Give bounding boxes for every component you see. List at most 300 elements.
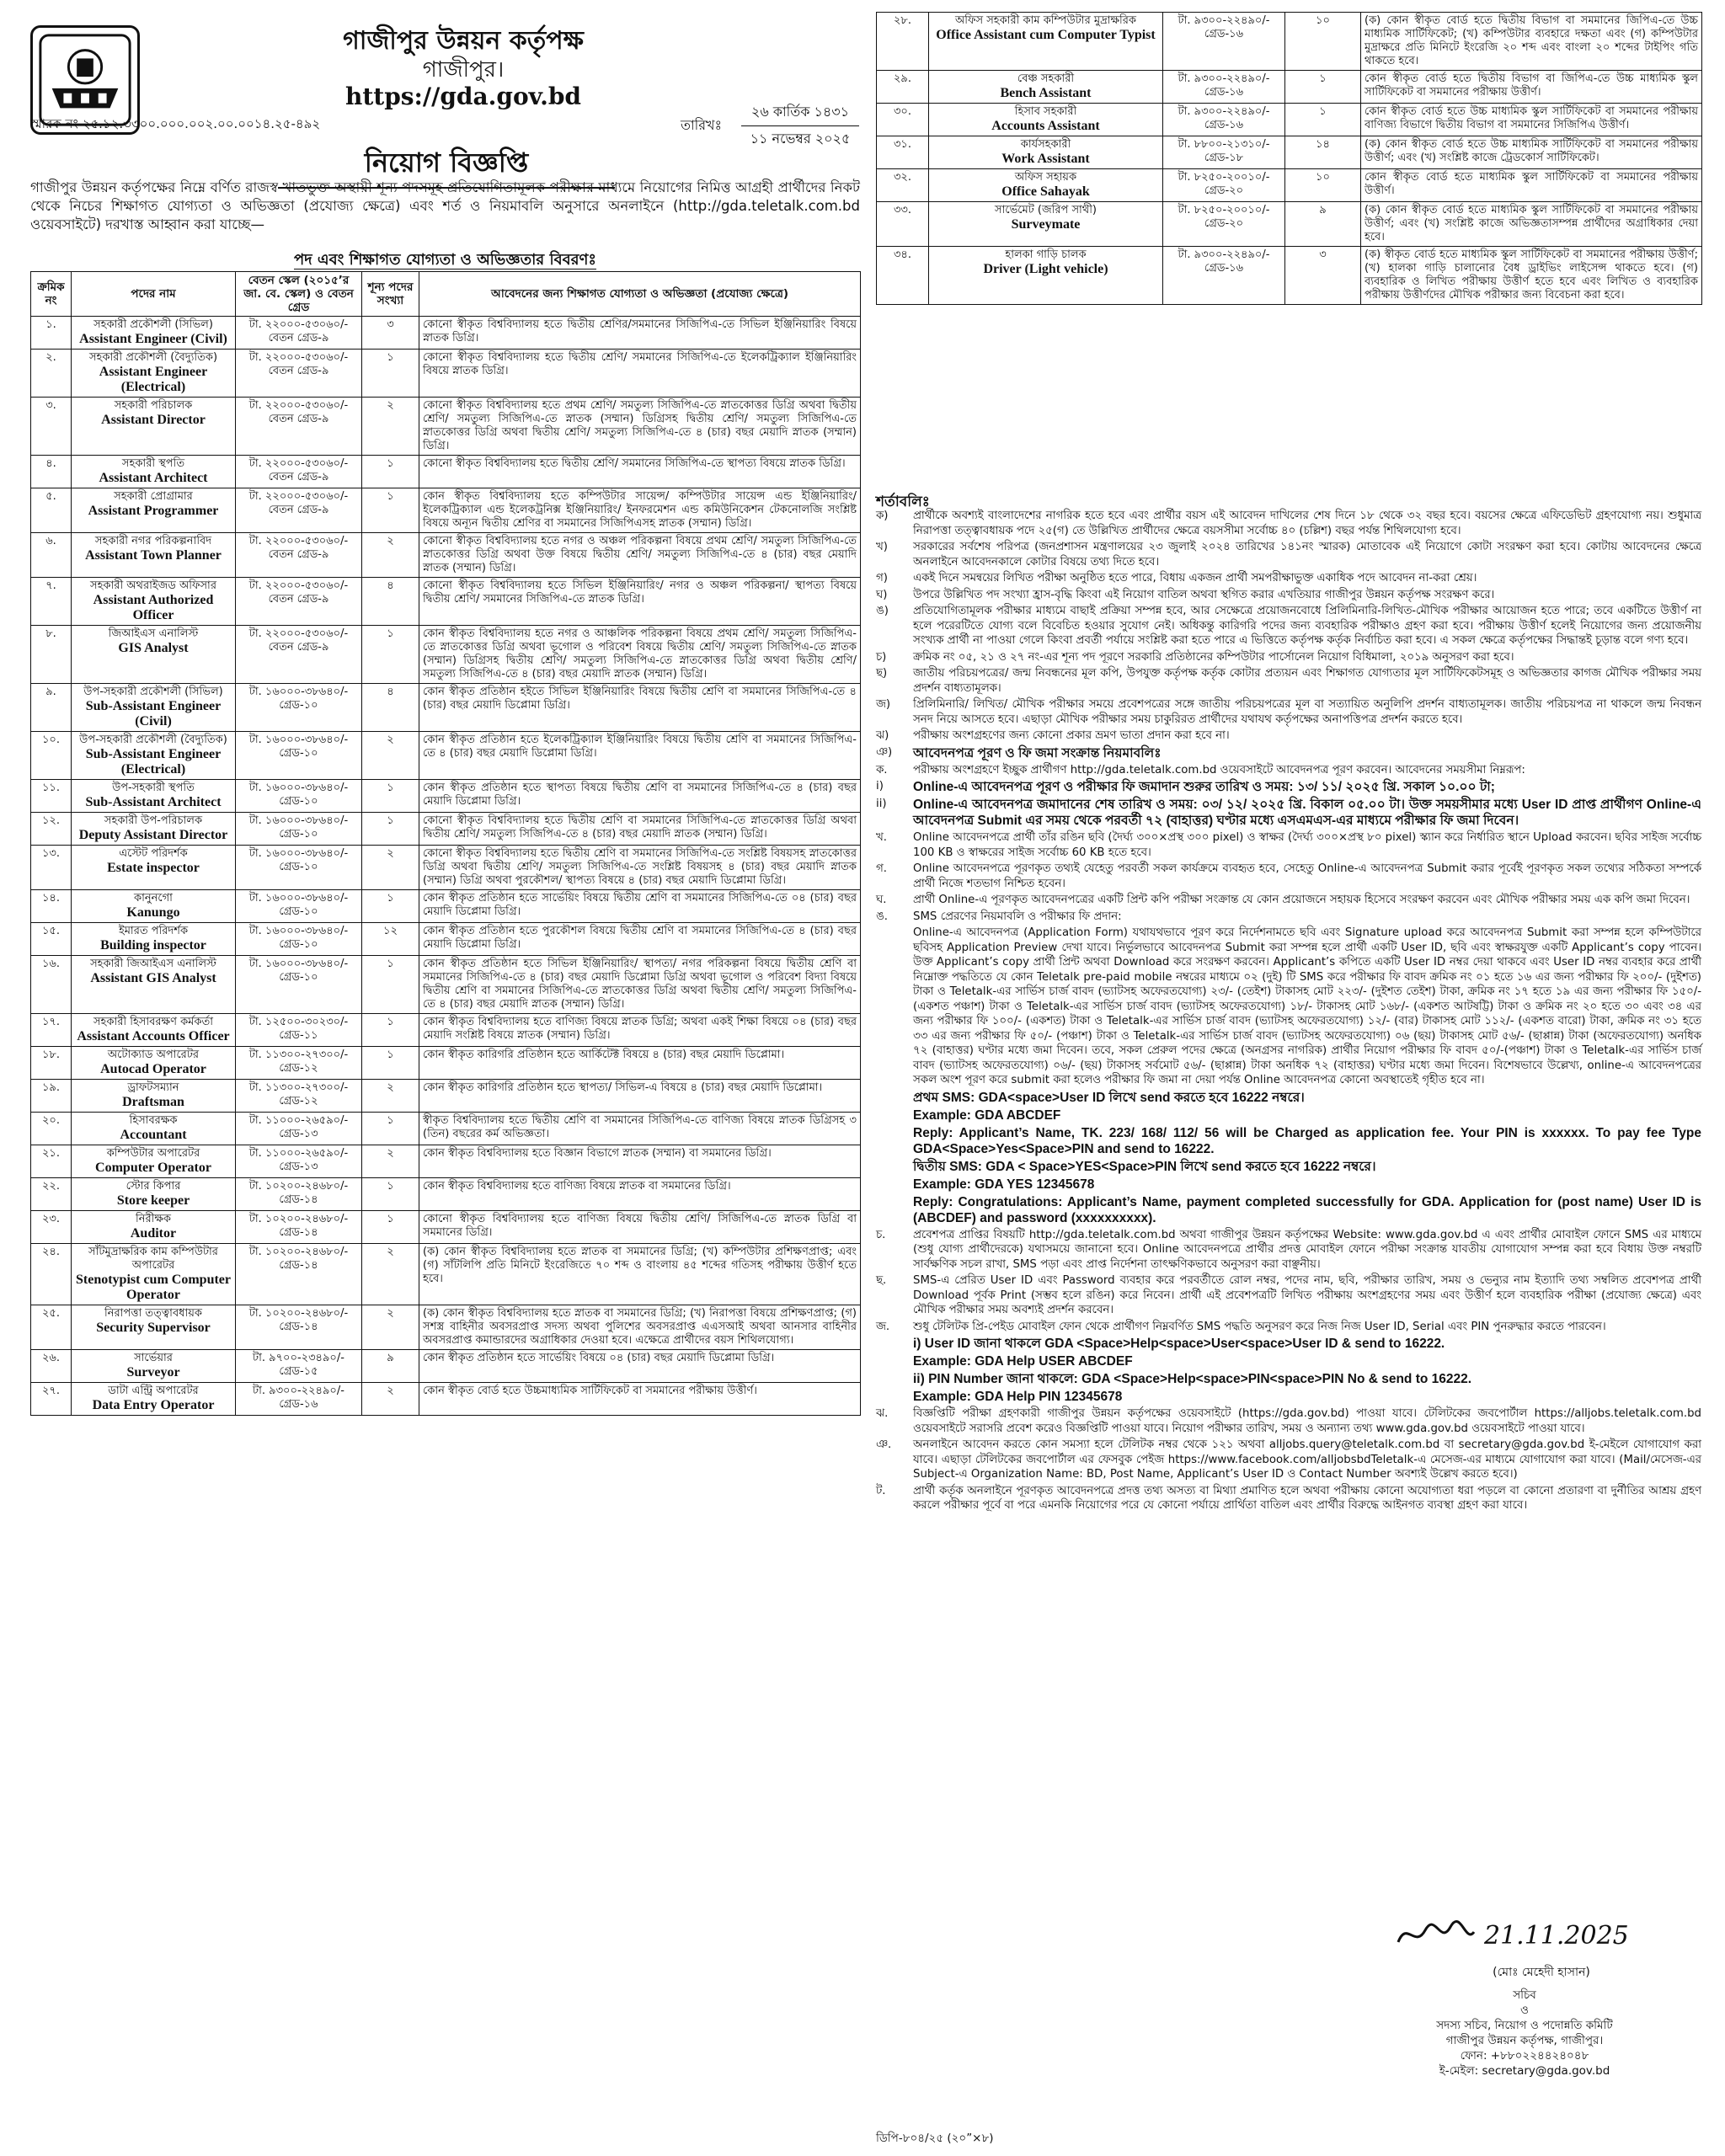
pay-scale-cell [236, 890, 362, 923]
requirements: কোন স্বীকৃত প্রতিষ্ঠান হতে স্থাপত্য বিষয়ে দ্বিতীয় শ্রেণি বা সমমানের সিজিপিএ-তে ৪ (চার) বছর মেয়াদি ডিপ্লোমা ডিগ্রি। [419, 780, 861, 813]
condition-item [876, 1107, 1701, 1123]
requirements: কোন স্বীকৃত বিশ্ববিদ্যালয় হতে বাণিজ্য বিষয়ে স্নাতক বা সমমানের ডিগ্রি। [419, 1178, 861, 1211]
pay-scale: টা. ১০২০০-২৪৬৮০/- [248, 1246, 349, 1258]
post-name-bangla: ইমারত পরিদর্শক [118, 925, 189, 937]
condition-marker: ii) [876, 798, 887, 810]
posts-table-right-body [877, 13, 1702, 305]
requirements: কোনো স্বীকৃত বিশ্ববিদ্যালয় হতে দ্বিতীয় শ্রেণি বা সমমানের সিজিপিএ-তে সংশ্লিষ্ট বিষয়সহ স্নাতকোত্তর ডিগ্রি অথবা দ্বিতীয় শ্রেণি/ সমতুল্য সিজিপিএ-তে সংশ্লিষ্ট বিষয়সহ ৪ (চার) বছর মেয়াদি স্নাতক (সম্মান) ডিগ্রি অথবা পুরকৌশল/ স্থাপত্য বিষয়ে ৪ (চার) বছর মেয়াদি ডিপ্লোমা ডিগ্রি। [419, 846, 861, 890]
table-row [877, 13, 1702, 71]
requirements: কোন স্বীকৃত বিশ্ববিদ্যালয় হতে নগর ও আঞ্চলিক পরিকল্পনা বিষয়ে প্রথম শ্রেণি/ সমতুল্য সিজিপিএ-তে স্নাতকোত্তর ডিগ্রি অথবা ভূগোল ও পরিবেশ বিষয়ে দ্বিতীয় শ্রেণি/ সমতুল্য সিজিপিএ-তে স্নাতক (সম্মান) ডিগ্রিসহ দ্বিতীয় শ্রেণি/ সমতুল্য সিজিপিএ-তে স্নাতকোত্তর ডিগ্রি অথবা দ্বিতীয় শ্রেণি/ সমতুল্য সিজিপিএ-তে ৪ (চার) বছর মেয়াদি স্নাতক (সম্মান) ডিগ্রি। [419, 626, 861, 684]
post-serial: ২. [31, 350, 72, 398]
condition-text: Example: GDA Help PIN 12345678 [913, 1390, 1123, 1404]
vacancy-count: ৯ [362, 1350, 419, 1383]
condition-text: Online-এ আবেদনপত্র জমাদানের শেষ তারিখ ও সময়: ০৩/ ১২/ ২০২৫ খ্রি. বিকাল ০৫.০০ টা। উক্ত সময়সীমার মধ্যে User ID প্রাপ্ত প্রার্থীগণ Online-এ আবেদনপত্র Submit এর সময় থেকে পরবর্তী ৭২ (বাহাত্তর) ঘণ্টার মধ্যে এসএমএস-এর মাধ্যমে পরীক্ষার ফি জমা দিবেন। [913, 798, 1701, 828]
pay-scale-cell [236, 780, 362, 813]
condition-marker [876, 1107, 913, 1123]
condition-item [876, 745, 1701, 761]
post-name-bangla: হিসাবরক্ষক [129, 1114, 178, 1127]
pay-scale-cell [236, 350, 362, 398]
table-row [31, 398, 861, 456]
post-name-cell [72, 684, 236, 732]
pay-scale-cell [236, 956, 362, 1014]
post-name-english: Data Entry Operator [92, 1398, 215, 1412]
post-name-cell [929, 104, 1163, 136]
post-name-english: Assistant Programmer [88, 504, 219, 518]
post-serial: ২৬. [31, 1350, 72, 1383]
post-name-english: Sub-Assistant Architect [85, 795, 222, 809]
condition-marker [876, 1177, 913, 1193]
post-name-english: Surveymate [1011, 217, 1081, 232]
condition-text: SMS-এ প্রেরিত User ID এবং Password ব্যবহার করে পরবর্তীতে রোল নম্বর, পদের নাম, ছবি, পরীক্ষার তারিখ, সময় ও ভেন্যুর নাম ইত্যাদি তথ্য সম্বলিত প্রবেশপত্র প্রার্থী Download পূর্বক Print (সম্ভব হলে রঙিন) করে নিবেন। প্রার্থী এই প্রবেশপত্রটি লিখিত পরীক্ষায় অংশগ্রহণের সময় এবং উত্তীর্ণ হলে ব্যবহারিক পরীক্ষা (প্রযোজ্য ক্ষেত্রে) এবং মৌখিক পরীক্ষার সময় অবশ্যই প্রদর্শন করবেন। [913, 1274, 1701, 1316]
condition-marker: ছ. [876, 1274, 887, 1287]
condition-marker: ঙ. [876, 910, 888, 923]
table-row [877, 169, 1702, 202]
condition-item [876, 604, 1701, 648]
condition-item [876, 1353, 1701, 1369]
condition-text: একই দিনে সমন্বয়ের লিখিত পরীক্ষা অনুষ্ঠিত হতে পারে, বিধায় একজন প্রার্থী সমপরীক্ষাভুক্ত একাধিক পদে আবেদন না-করা শ্রেয়। [913, 572, 1477, 584]
post-name-bangla: কম্পিউটার অপারেটর [106, 1147, 200, 1160]
vacancy-count: ১ [362, 456, 419, 488]
condition-item [876, 728, 1701, 744]
conditions-list [876, 509, 1701, 1515]
table-row [31, 1244, 861, 1305]
post-name-bangla: সহকারী প্রকৌশলী (বৈদ্যুতিক) [88, 351, 218, 364]
condition-marker [876, 926, 913, 1088]
vacancy-count: ৪ [362, 684, 419, 732]
post-name-english: GIS Analyst [118, 641, 189, 655]
post-name-english: Sub-Assistant Engineer (Civil) [85, 699, 222, 728]
pay-scale: টা. ২২০০০-৫৩০৬০/- [248, 457, 349, 470]
post-name-english: Sub-Assistant Engineer (Electrical) [85, 747, 222, 776]
post-name-cell [72, 317, 236, 350]
requirements: কোন স্বীকৃত বোর্ড হতে মাধ্যমিক স্কুল সার্টিফিকেট বা সমমানের পরীক্ষায় উত্তীর্ণ। [1361, 169, 1702, 202]
post-name-cell [72, 813, 236, 846]
pay-scale-cell [236, 578, 362, 626]
pay-scale-cell [236, 1305, 362, 1350]
table-row [31, 317, 861, 350]
post-name-cell [72, 1305, 236, 1350]
post-name-english: Assistant Director [101, 413, 206, 427]
signatory-line2: সদস্য সচিব, নিয়োগ ও পদোন্নতি কমিটি [1436, 2019, 1613, 2032]
org-city: গাজীপুর। [422, 57, 505, 83]
post-name-english: Auditor [130, 1226, 177, 1241]
post-name-bangla: অটোক্যাড অপারেটর [107, 1049, 200, 1061]
date-box [741, 99, 859, 152]
vacancy-count: ১ [362, 780, 419, 813]
pay-scale: টা. ৯৩০০-২২৪৯০/- [1178, 14, 1270, 27]
requirements: কোন স্বীকৃত বিশ্ববিদ্যালয় হতে বাণিজ্য বিষয়ে স্নাতক ডিগ্রি; অথবা একই শিক্ষা বিষয়ে ০৪ (চার) বছর মেয়াদি সংশ্লিষ্ট বিষয়ে স্নাতক (সম্মান) ডিগ্রি। [419, 1014, 861, 1047]
vacancy-count: ১৪ [1285, 136, 1361, 169]
post-serial: ৩১. [877, 136, 929, 169]
vacancy-count: ১ [362, 1113, 419, 1145]
signatory-email[interactable]: ই-মেইল: secretary@gda.gov.bd [1439, 2064, 1610, 2078]
post-name-cell [929, 13, 1163, 71]
header-pay: বেতন স্কেল (২০১৫’র জা. বে. স্কেল) ও বেতন গ্রেড [236, 272, 362, 317]
condition-item [876, 1090, 1701, 1106]
pay-grade: গ্রেড-২০ [1204, 184, 1244, 197]
post-serial: ৩০. [877, 104, 929, 136]
table-row [31, 456, 861, 488]
requirements: (ক) কোন স্বীকৃত বিশ্ববিদ্যালয় হতে স্নাতক বা সমমানের ডিগ্রি; (খ) নিরাপত্তা বিষয়ে প্রশিক্ষণপ্রাপ্ত; (গ) সশস্ত্র বাহিনীর অবসরপ্রাপ্ত সদস্য অথবা পুলিশের অবসরপ্রাপ্ত এএসআই অথবা আনসার বাহিনীর অবসরপ্রাপ্ত কমান্ডারদের অগ্রাধিকার দেওয়া হবে। এক্ষেত্রে প্রার্থীদের বয়স শিথিলযোগ্য। [419, 1305, 861, 1350]
posts-table-right [876, 12, 1702, 305]
post-name-english: Bench Assistant [1000, 86, 1092, 100]
post-serial: ৩২. [877, 169, 929, 202]
table-row [31, 1178, 861, 1211]
vacancy-count: ৯ [1285, 202, 1361, 247]
signatory-details [1348, 1988, 1701, 2079]
posts-table-left-body [31, 317, 861, 1416]
pay-scale-cell [236, 1113, 362, 1145]
condition-marker: ঘ. [876, 894, 887, 906]
vacancy-count: ২ [362, 533, 419, 578]
condition-text: ii) PIN Number জানা থাকলে: GDA <Space>Help<space>PIN<space>PIN No & send to 16222. [913, 1372, 1472, 1386]
post-name-cell [72, 1244, 236, 1305]
header-vacancy: শূন্য পদের সংখ্যা [362, 272, 419, 317]
condition-item [876, 588, 1701, 603]
post-serial: ২১. [31, 1145, 72, 1178]
table-row [31, 684, 861, 732]
post-name-english: Security Supervisor [96, 1321, 211, 1335]
post-serial: ১১. [31, 780, 72, 813]
pay-scale-cell [236, 533, 362, 578]
pay-scale: টা. ১৬০০০-৩৮৬৪০/- [248, 958, 349, 970]
condition-text: Online-এ আবেদনপত্র পূরণ ও পরীক্ষার ফি জমাদান শুরুর তারিখ ও সময়: ১৩/ ১১/ ২০২৫ খ্রি. সকাল ১০.০০ টা; [913, 780, 1495, 794]
table-row [31, 1047, 861, 1080]
requirements: (ক) স্বীকৃত বোর্ড হতে মাধ্যমিক স্কুল সার্টিফিকেট বা সমমানের পরীক্ষায় উত্তীর্ণ; (খ) হালকা গাড়ি চালানোর বৈধ ড্রাইভিং লাইসেন্স থাকতে হবে। (গ) ব্যবহারিক ও লিখিত পরীক্ষায় উত্তীর্ণ হতে হবে এবং লিখিত ও ব্যবহারিক পরীক্ষায় উত্তীর্ণদের মৌখিক পরীক্ষার জন্য বিবেচনা করা হবে। [1361, 247, 1702, 305]
post-name-bangla: নিরীক্ষক [136, 1213, 171, 1225]
condition-text: পরীক্ষায় অংশগ্রহণে ইচ্ছুক প্রার্থীগণ http://gda.teletalk.com.bd ওয়েবসাইটে আবেদনপত্র পূরণ করবেন। আবেদনের সময়সীমা নিম্নরূপ: [913, 763, 1525, 776]
vacancy-count: ১ [362, 1014, 419, 1047]
signatory-name: (মোঃ মেহেদী হাসান) [1493, 1966, 1590, 1979]
pay-grade: গ্রেড-১৪ [279, 1193, 318, 1206]
signatory-line1: ও [1520, 2004, 1529, 2017]
post-name-english: Assistant Engineer (Electrical) [99, 365, 208, 394]
pay-grade: বেতন গ্রেড-৯ [268, 365, 329, 377]
table-row [31, 1145, 861, 1178]
condition-item [876, 1389, 1701, 1405]
pay-scale-cell [236, 1145, 362, 1178]
post-name-english: Accountant [120, 1128, 187, 1142]
pay-scale-cell [1163, 169, 1285, 202]
post-name-bangla: সার্ভেয়ার [134, 1352, 173, 1364]
table-subheading [30, 248, 860, 274]
pay-scale-cell [1163, 247, 1285, 305]
requirements: কোনো স্বীকৃত বিশ্ববিদ্যালয় হতে দ্বিতীয় শ্রেণি বা সমমানের সিজিপিএ-তে স্নাতকোত্তর ডিগ্রি অথবা দ্বিতীয় শ্রেণি/ সমতুল্য সিজিপিএ-তে ৪ (চার) বছর মেয়াদি স্নাতক (সম্মান) ডিগ্রি। [419, 813, 861, 846]
condition-text: প্রবেশপত্র প্রাপ্তির বিষয়টি http://gda.teletalk.com.bd অথবা গাজীপুর উন্নয়ন কর্তৃপক্ষের Website: www.gda.gov.bd এ এবং প্রার্থীর মোবাইল ফোনে SMS এর মাধ্যমে (শুধু যোগ্য প্রার্থীদেরকে) যথাসময়ে জানানো হবে। Online আবেদনপত্রে প্রার্থীর প্রদত্ত মোবাইল ফোনে পরীক্ষা সংক্রান্ত যাবতীয় যোগাযোগ সম্পন্ন করা হবে বিধায় উক্ত নম্বরটি সার্বক্ষণিক সচল রাখা, SMS পড়া এবং প্রাপ্ত নির্দেশনা তাৎক্ষণিকভাবে অনুসরণ করা বাঞ্ছনীয়। [913, 1228, 1701, 1271]
pay-grade: বেতন গ্রেড-৯ [268, 413, 329, 425]
pay-scale-cell [236, 684, 362, 732]
vacancy-count: ১০ [1285, 13, 1361, 71]
post-name-bangla: সহকারী হিসাবরক্ষণ কর্মকর্তা [93, 1016, 214, 1028]
table-row [31, 732, 861, 780]
pay-grade: গ্রেড-১৪ [279, 1226, 318, 1239]
pay-grade: গ্রেড-১০ [279, 747, 318, 760]
vacancy-count: ২ [362, 1244, 419, 1305]
post-serial: ২৮. [877, 13, 929, 71]
post-name-cell [72, 1211, 236, 1244]
post-serial: ১০. [31, 732, 72, 780]
pay-scale: টা. ২২০০০-৫৩০৬০/- [248, 535, 349, 547]
signatory-phone: ফোন: +৮৮০২২৪৪২৪০৪৮ [1460, 2049, 1589, 2063]
pay-scale-cell [236, 923, 362, 956]
condition-text: আবেদনপত্র পূরণ ও ফি জমা সংক্রান্ত নিয়মাবলিঃ [913, 745, 1162, 760]
pay-scale-cell [236, 1047, 362, 1080]
pay-scale-cell [1163, 104, 1285, 136]
vacancy-count: ৪ [362, 578, 419, 626]
condition-marker: ঙ) [876, 605, 889, 617]
condition-text: Example: GDA YES 12345678 [913, 1177, 1095, 1192]
pay-scale: টা. ৮৮০০-২১৩১০/- [1178, 138, 1270, 151]
condition-item [876, 1438, 1701, 1482]
post-name-cell [72, 1178, 236, 1211]
vacancy-count: ১ [362, 626, 419, 684]
vacancy-count: ১ [362, 890, 419, 923]
org-website[interactable]: https://gda.gov.bd [344, 83, 581, 110]
post-serial: ১. [31, 317, 72, 350]
condition-item [876, 862, 1701, 891]
post-name-bangla: নিরাপত্তা তত্ত্বাবধায়ক [104, 1307, 202, 1320]
requirements: কোন স্বীকৃত বিশ্ববিদ্যালয় হতে কম্পিউটার সায়েন্স/ কম্পিউটার সায়েন্স এন্ড ইঞ্জিনিয়ারিং/ ইলেকট্রিক্যাল এন্ড ইলেকট্রনিক্স ইঞ্জিনিয়ারিং/ ইনফরমেশন এন্ড কমিউনিকেশন টেকনোলজি সংশ্লিষ্ট বিষয়ে অন্যূন দ্বিতীয় শ্রেণির বা সমমানের সিজিপিএসহ স্নাতক (সম্মান) ডিগ্রি। [419, 488, 861, 533]
post-name-cell [929, 202, 1163, 247]
post-name-cell [72, 1080, 236, 1113]
post-name-bangla: হালকা গাড়ি চালক [1005, 248, 1087, 261]
post-name-bangla: সাঁটমুদ্রাক্ষরিক কাম কম্পিউটার অপারেটর [88, 1246, 218, 1272]
post-name-bangla: সহকারী পরিচালক [114, 399, 193, 412]
post-name-bangla: ড্রাফটসম্যান [127, 1081, 179, 1094]
pay-scale-cell [236, 1014, 362, 1047]
post-name-cell [72, 456, 236, 488]
conditions-title: শর্তাবলিঃ [876, 494, 930, 510]
vacancy-count: ২ [362, 1145, 419, 1178]
pay-grade: গ্রেড-১৪ [279, 1259, 318, 1272]
post-serial: ৩৪. [877, 247, 929, 305]
pay-grade: গ্রেড-১০ [279, 938, 318, 951]
post-name-english: Accounts Assistant [991, 119, 1100, 133]
requirements: কোন স্বীকৃত বিশ্ববিদ্যালয় হতে বিজ্ঞান বিভাগে স্নাতক (সম্মান) বা সমমানের ডিগ্রি। [419, 1145, 861, 1178]
condition-text: Online আবেদনপত্রে পূরণকৃত তথ্যই যেহেতু পরবর্তী সকল কার্যক্রমে ব্যবহৃত হবে, সেহেতু Online-এ আবেদনপত্র Submit করার পূর্বেই পূরণকৃত সকল তথ্যের সঠিকতা সম্পর্কে প্রার্থী নিজে শতভাগ নিশ্চিত হবেন। [913, 862, 1701, 890]
pay-grade: গ্রেড-১০ [279, 795, 318, 808]
condition-item [876, 893, 1701, 908]
pay-scale: টা. ১০২০০-২৪৬৮০/- [248, 1213, 349, 1225]
pay-scale-cell [236, 1244, 362, 1305]
table-header-row [31, 272, 861, 317]
post-serial: ২২. [31, 1178, 72, 1211]
requirements: কোন স্বীকৃত কারিগরি প্রতিষ্ঠান হতে স্থাপত্য/ সিভিল-এ বিষয়ে ৪ (চার) বছর মেয়াদি ডিপ্লোমা। [419, 1080, 861, 1113]
condition-marker: গ. [876, 862, 887, 875]
post-name-english: Estate inspector [107, 861, 200, 875]
requirements: কোন স্বীকৃত বোর্ড হতে উচ্চমাধ্যমিক সার্টিফিকেট বা সমমানের পরীক্ষায় উত্তীর্ণ। [419, 1383, 861, 1416]
requirements: কোনো স্বীকৃত বিশ্ববিদ্যালয় হতে দ্বিতীয় শ্রেণির/সমমানের সিজিপিএ-তে সিভিল ইঞ্জিনিয়ারিং বিষয়ে স্নাতক ডিগ্রি। [419, 317, 861, 350]
post-serial: ৯. [31, 684, 72, 732]
pay-scale-cell [1163, 136, 1285, 169]
requirements: কোন স্বীকৃত কারিগরি প্রতিষ্ঠান হতে আর্কিটেক্ট বিষয়ে ৪ (চার) বছর মেয়াদি ডিপ্লোমা। [419, 1047, 861, 1080]
date-bangla: ২৬ কার্তিক ১৪৩১ [750, 104, 850, 120]
signature-image [1390, 1912, 1693, 1954]
pay-scale: টা. ৯৩০০-২২৪৯০/- [253, 1385, 344, 1397]
post-name-english: Kanungo [126, 905, 180, 920]
table-row [877, 247, 1702, 305]
requirements: (ক) কোন স্বীকৃত বোর্ড হতে মাধ্যমিক স্কুল সার্টিফিকেট বা সমমানের পরীক্ষায় উত্তীর্ণ; এবং (খ) সংশ্লিষ্ট কাজে অভিজ্ঞতাসম্পন্ন প্রার্থীদের অগ্রাধিকার দেয়া হবে। [1361, 202, 1702, 247]
vacancy-count: ১২ [362, 923, 419, 956]
post-name-bangla: সহকারী উপ-পরিচালক [104, 814, 203, 827]
pay-scale: টা. ১৬০০০-৩৮৬৪০/- [248, 734, 349, 746]
condition-marker: ঝ. [876, 1407, 889, 1420]
condition-item [876, 1273, 1701, 1318]
condition-marker: জ) [876, 698, 891, 711]
condition-marker [876, 1159, 913, 1175]
pay-scale: টা. ১১৩০০-২৭৩০০/- [248, 1081, 349, 1094]
pay-scale: টা. ১১০০০-২৬৫৯০/- [248, 1114, 349, 1127]
post-name-bangla: স্টোর কিপার [126, 1180, 181, 1193]
post-name-cell [929, 136, 1163, 169]
post-name-bangla: এস্টেট পরিদর্শক [119, 847, 188, 860]
condition-marker: ঝ) [876, 729, 889, 742]
post-name-cell [72, 398, 236, 456]
pay-grade: গ্রেড-১৬ [279, 1398, 318, 1411]
condition-marker: ঘ) [876, 588, 888, 601]
post-name-bangla: কার্যসহকারী [1020, 138, 1071, 151]
post-name-english: Office Sahayak [1001, 184, 1090, 199]
post-name-english: Stenotypist cum Computer Operator [76, 1273, 231, 1302]
post-name-cell [72, 780, 236, 813]
post-name-bangla: উপ-সহকারী স্থপতি [112, 782, 195, 794]
condition-text: উপরে উল্লিখিত পদ সংখ্যা হ্রাস-বৃদ্ধি কিংবা এই নিয়োগ বাতিল অথবা স্থগিত করার এখতিয়ার গাজীপুর উন্নয়ন কর্তৃপক্ষ সংরক্ষণ করে। [913, 588, 1495, 601]
post-name-cell [72, 1145, 236, 1178]
table-row [31, 488, 861, 533]
condition-item [876, 1371, 1701, 1387]
table-row [31, 533, 861, 578]
pay-grade: গ্রেড-১৪ [279, 1321, 318, 1333]
memo-number: স্মারক নং ২৫.১২.৩৩০০.০০০.০০২.০০.০০১৪.২৫-৪৯২ [30, 116, 321, 131]
requirements: কোন স্বীকৃত প্রতিষ্ঠান হতে সিভিল ইঞ্জিনিয়ারিং/ স্থাপত্য/ নগর পরিকল্পনা বিষয়ে দ্বিতীয় শ্রেণি বা সমমানের সিজিপিএ-তে ৪ (চার) বছর মেয়াদি ডিপ্লোমা ডিগ্রি অথবা ভূগোল ও পরিবেশ বিদ্যা বিষয়ে দ্বিতীয় শ্রেণি বা সমমানের সিজিপিএ-তে স্নাতকোত্তর ডিগ্রি অথবা দ্বিতীয় শ্রেণি/ সমতুল্য সিজিপিএ-তে ৪ (চার) বছর মেয়াদি স্নাতক (সম্মান) ডিগ্রি। [419, 956, 861, 1014]
pay-scale: টা. ২২০০০-৫৩০৬০/- [248, 627, 349, 640]
condition-text: বিজ্ঞপ্তিটি পরীক্ষা গ্রহণকারী গাজীপুর উন্নয়ন কর্তৃপক্ষের ওয়েবসাইটে (https://gda.gov.bd) পাওয়া যাবে। টেলিটকের জবপোর্টাল https://alljobs.teletalk.com.bd ওয়েবসাইটে সরাসরি প্রবেশ করেও বিজ্ঞপ্তিটি পাওয়া যাবে। নিয়োগ পরীক্ষার তারিখ, সময় ও অন্যান্য তথ্য www.gda.gov.bd ওয়েবসাইটে পাওয়া যাবে। [913, 1407, 1701, 1435]
post-name-english: Building inspector [100, 938, 206, 953]
post-serial: ২৯. [877, 71, 929, 104]
post-name-english: Deputy Assistant Director [78, 828, 228, 842]
post-serial: ৮. [31, 626, 72, 684]
post-name-cell [72, 1014, 236, 1047]
condition-text: ক্রমিক নং ০৫, ২১ ও ২৭ নং-এর শূন্য পদ পূরণে সরকারি প্রতিষ্ঠানের কম্পিউটার পার্সোনেল নিয়োগ বিধিমালা, ২০১৯ অনুসরণ করা হবে। [913, 650, 1514, 664]
table-row [877, 71, 1702, 104]
condition-marker: ক) [876, 510, 889, 522]
condition-marker: ট. [876, 1484, 886, 1497]
post-serial: ৬. [31, 533, 72, 578]
post-name-english: Work Assistant [1001, 152, 1090, 166]
intro-paragraph: গাজীপুর উন্নয়ন কর্তৃপক্ষের নিম্নে বর্ণিত রাজস্ব খাতভুক্ত অস্থায়ী শূন্য পদসমূহ প্রতিযোগিতামূলক পরীক্ষার মাধ্যমে নিয়োগের নিমিত্ত আগ্রহী প্রার্থীদের নিকট থেকে নিচের শিক্ষাগত যোগ্যতা ও অভিজ্ঞতা (প্রযোজ্য ক্ষেত্রে) এবং শর্ত ও নিয়মাবলি অনুসারে অনলাইনে (http://gda.teletalk.com.bd ওয়েবসাইটে) দরখাস্ত আহ্বান করা যাচ্ছে— [30, 179, 860, 232]
post-serial: ১৪. [31, 890, 72, 923]
notice-title: নিয়োগ বিজ্ঞপ্তি [278, 141, 615, 189]
post-serial: ১৩. [31, 846, 72, 890]
pay-scale: টা. ১২৫০০-৩০২৩০/- [248, 1016, 349, 1028]
requirements: কোন স্বীকৃত প্রতিষ্ঠান হতে সার্ভেয়িং বিষয়ে দ্বিতীয় শ্রেণি বা সমমানের সিজিপিএ-তে ০৪ (চার) বছর মেয়াদি ডিপ্লোমা ডিগ্রি। [419, 890, 861, 923]
condition-item [876, 1228, 1701, 1273]
pay-scale-cell [236, 732, 362, 780]
post-name-bangla: সহকারী প্রকৌশলী (সিভিল) [93, 318, 213, 331]
pay-grade: গ্রেড-১২ [279, 1095, 318, 1107]
condition-item [876, 1159, 1701, 1175]
pay-scale: টা. ৮২৫০-২০০১০/- [1178, 171, 1270, 184]
table-row [31, 923, 861, 956]
vacancy-count: ৩ [1285, 247, 1361, 305]
vacancy-count: ১ [362, 1178, 419, 1211]
condition-item [876, 1177, 1701, 1193]
table-row [31, 890, 861, 923]
table-row [31, 626, 861, 684]
vacancy-count: ৩ [362, 317, 419, 350]
pay-scale-cell [236, 317, 362, 350]
requirements: কোন স্বীকৃত বোর্ড হতে উচ্চ মাধ্যমিক স্কুল সার্টিফিকেট বা সমমানের পরীক্ষায় বাণিজ্য বিভাগে দ্বিতীয় বিভাগ বা সমমানের সিজিপিএ উত্তীর্ণ। [1361, 104, 1702, 136]
condition-marker: গ) [876, 572, 888, 584]
table-row [31, 1383, 861, 1416]
pay-grade: বেতন গ্রেড-৯ [268, 332, 329, 344]
table-row [31, 1305, 861, 1350]
pay-grade: গ্রেড-১৬ [1204, 28, 1244, 40]
post-name-bangla: উপ-সহকারী প্রকৌশলী (সিভিল) [83, 686, 223, 698]
post-serial: ২৫. [31, 1305, 72, 1350]
posts-table-left [30, 271, 861, 1416]
pay-grade: গ্রেড-১৫ [279, 1365, 318, 1378]
condition-marker [876, 1371, 913, 1387]
pay-scale-cell [236, 456, 362, 488]
condition-text: Reply: Congratulations: Applicant’s Name, payment completed successfully for GDA. Application for (post name) User ID is (ABCDEF) and password (xxxxxxxxxx). [913, 1194, 1701, 1225]
pay-scale-cell [236, 1350, 362, 1383]
post-name-cell [72, 488, 236, 533]
condition-item [876, 1484, 1701, 1513]
pay-scale: টা. ১০২০০-২৪৬৮০/- [248, 1180, 349, 1193]
requirements: কোন স্বীকৃত প্রতিষ্ঠান হতে পুরকৌশল বিষয়ে দ্বিতীয় শ্রেণি বা সমমানের সিজিপিএ-তে ৪ (চার) বছর মেয়াদি ডিপ্লোমা ডিগ্রি। [419, 923, 861, 956]
condition-marker: চ) [876, 650, 887, 664]
post-name-bangla: জিআইএস এনালিস্ট [108, 627, 199, 640]
pay-scale: টা. ৯৩০০-২২৪৯০/- [1178, 105, 1270, 118]
condition-item [876, 1336, 1701, 1352]
condition-marker: খ) [876, 541, 888, 553]
pay-scale-cell [1163, 13, 1285, 71]
requirements: কোন স্বীকৃত বোর্ড হতে দ্বিতীয় বিভাগ বা জিপিএ-তে উচ্চ মাধ্যমিক স্কুল সার্টিফিকেট বা সমমানের পরীক্ষায় উত্তীর্ণ। [1361, 71, 1702, 104]
condition-marker [876, 1353, 913, 1369]
condition-item [876, 509, 1701, 538]
table-row [31, 350, 861, 398]
pay-scale: টা. ২২০০০-৫৩০৬০/- [248, 399, 349, 412]
condition-marker: খ. [876, 831, 887, 844]
vacancy-count: ২ [362, 846, 419, 890]
post-serial: ৭. [31, 578, 72, 626]
condition-text: দ্বিতীয় SMS: GDA < Space>YES<Space>PIN লিখে send করতে হবে 16222 নম্বরে। [913, 1159, 1376, 1174]
requirements: কোনো স্বীকৃত বিশ্ববিদ্যালয় হতে সিভিল ইঞ্জিনিয়ারিং/ নগর ও অঞ্চল পরিকল্পনা/ স্থাপত্য বিষয়ে দ্বিতীয় শ্রেণি/ সমমানের সিজিপিএ-তে স্নাতক ডিগ্রি। [419, 578, 861, 626]
post-name-cell [929, 169, 1163, 202]
requirements: (ক) কোন স্বীকৃত বোর্ড হতে দ্বিতীয় বিভাগ বা সমমানের জিপিএ-তে উচ্চ মাধ্যমিক সার্টিফিকেট; (খ) কম্পিউটার ব্যবহারে দক্ষতা এবং (গ) কম্পিউটার মুদ্রাক্ষরে প্রতি মিনিটে ইংরেজি ২০ শব্দ এবং বাংলা ২০ শব্দের টাইপিং গতি থাকতে হবে। [1361, 13, 1702, 71]
condition-text: প্রার্থীকে অবশ্যই বাংলাদেশের নাগরিক হতে হবে এবং প্রার্থীর বয়স এই আবেদন দাখিলের শেষ দিনে ১৮ থেকে ৩২ বছর হবে। বয়সের ক্ষেত্রে এফিডেভিট গ্রহণযোগ্য নয়। শুধুমাত্র নিরাপত্তা তত্ত্বাবধায়ক পদে ২৫(গ) তে উল্লিখিত প্রার্থীদের ক্ষেত্রে বয়সসীমা সর্বোচ্চ ৪০ (চল্লিশ) বছর পর্যন্ত শিথিলযোগ্য হবে। [913, 510, 1701, 537]
vacancy-count: ১ [362, 813, 419, 846]
pay-grade: গ্রেড-১১ [279, 1029, 318, 1042]
post-name-english: Assistant Authorized Officer [93, 593, 214, 622]
condition-text: Online-এ আবেদনপত্র (Application Form) যথাযথভাবে পূরণ করে নির্দেশনামতে ছবি এবং Signature upload করে আবেদনপত্র Submit করা সম্পন্ন হলে কম্পিউটারে ছবিসহ Application Preview দেখা যাবে। নির্ভুলভাবে আবেদনপত্র Submit করা সম্পন্ন হলে প্রার্থী একটি User ID, ছবি এবং স্বাক্ষরযুক্ত একটি Applicant’s copy পাবেন। উক্ত Applicant’s copy প্রার্থী প্রিন্ট অথবা Download করে সংরক্ষণ করবেন। Applicant’s কপিতে একটি User ID নম্বর দেয়া থাকবে এবং User ID নম্বর ব্যবহার করে প্রার্থী নিম্নোক্ত পদ্ধতিতে যে কোন Teletalk pre-paid mobile নম্বরের মাধ্যমে ০২ (দুই) টি SMS করে পরীক্ষার ফি বাবদ ক্রমিক নং ০১ হতে ১৬ এর জন্য পরীক্ষার ফি ২০০/- (দুইশত) টাকা ও Teletalk-এর সার্ভিস চার্জ বাবদ (ভ্যাটসহ অফেরতযোগ্য) ২৩/- (তেইশ) টাকাসহ মোট ২২৩/- (দুইশত তেইশ) টাকা, ক্রমিক নং ১৭ হতে ১৯ এর জন্য পরীক্ষার ফি ১৫০/- (একশত পঞ্চাশ) টাকা ও Teletalk-এর সার্ভিস চার্জ বাবদ (ভ্যাটসহ অফেরতযোগ্য) ১৮/- টাকাসহ মোট ১৬৮/- (একশত আটষট্টি) টাকা ও ক্রমিক নং ২০ হতে ৩০ এবং ৩৪ এর জন্য পরীক্ষার ফি ১০০/- (একশত) টাকা ও Teletalk-এর সার্ভিস চার্জ বাবদ (ভ্যাটসহ অফেরতযোগ্য) ১২/- (বার) টাকাসহ মোট ১১২/- (একশত বারো) টাকা, ক্রমিক নং ৩১ হতে ৩৩ এর জন্য পরীক্ষার ফি ৫০/- (পঞ্চাশ) টাকা ও Teletalk-এর সার্ভিস চার্জ বাবদ (ভ্যাটসহ অফেরতযোগ্য) ০৬ (ছয়) টাকাসহ মোট ৫৬/- (ছাপ্পান্ন) টাকা (অফেরতযোগ্য) অনধিক ৭২ (বাহাত্তর) ঘণ্টার মধ্যে জমা দিবেন। তবে, সকল প্রেরুল পদের ক্ষেত্রে (অনগ্রসর নাগরিক) প্রার্থীর নিয়োগ পরীক্ষার ফি বাবদ ৫০/-(পঞ্চাশ) টাকা ও Teletalk-এর সার্ভিস চার্জ বাবদ (ভ্যাটসহ অফেরতযোগ্য) ০৬/- (ছয়) টাকাসহ সর্বমোট ৫৬/- (ছাপ্পান্ন) টাকা অনধিক ৭২ (বাহাত্তর) ঘণ্টার মধ্যে জমা দিবেন। বিশেষভাবে উল্লেখ্য, online-এ আবেদনপত্রের সকল অংশ পূরণ করে submit করা হলেও পরীক্ষার ফি জমা না দেয়া পর্যন্ত Online আবেদনপত্র কোনো অবস্থাতেই গৃহীত হবে না। [913, 926, 1702, 1086]
condition-marker [876, 1090, 913, 1106]
condition-item [876, 666, 1701, 696]
pay-grade: গ্রেড-১৬ [1204, 86, 1244, 99]
pay-grade: গ্রেড-১৮ [1204, 152, 1244, 164]
requirements: কোনো স্বীকৃত বিশ্ববিদ্যালয় হতে দ্বিতীয় শ্রেণি/ সমমানের সিজিপিএ-তে স্থাপত্য বিষয়ে স্নাতক ডিগ্রি। [419, 456, 861, 488]
table-row [31, 813, 861, 846]
post-serial: ৪. [31, 456, 72, 488]
condition-text: শুধু টেলিটক প্রি-পেইড মোবাইল ফোন থেকে প্রার্থীগণ নিম্নবর্ণিত SMS পদ্ধতি অনুসরণ করে নিজ নিজ User ID, Serial এবং PIN পুনরুদ্ধার করতে পারবেন। [913, 1320, 1606, 1333]
pay-scale: টা. ১৬০০০-৩৮৬৪০/- [248, 925, 349, 937]
post-serial: ৩. [31, 398, 72, 456]
pay-scale: টা. ৯৩০০-২২৪৯০/- [1178, 72, 1270, 85]
condition-marker: ঞ) [876, 745, 893, 759]
post-name-cell [72, 846, 236, 890]
table-row [31, 1350, 861, 1383]
